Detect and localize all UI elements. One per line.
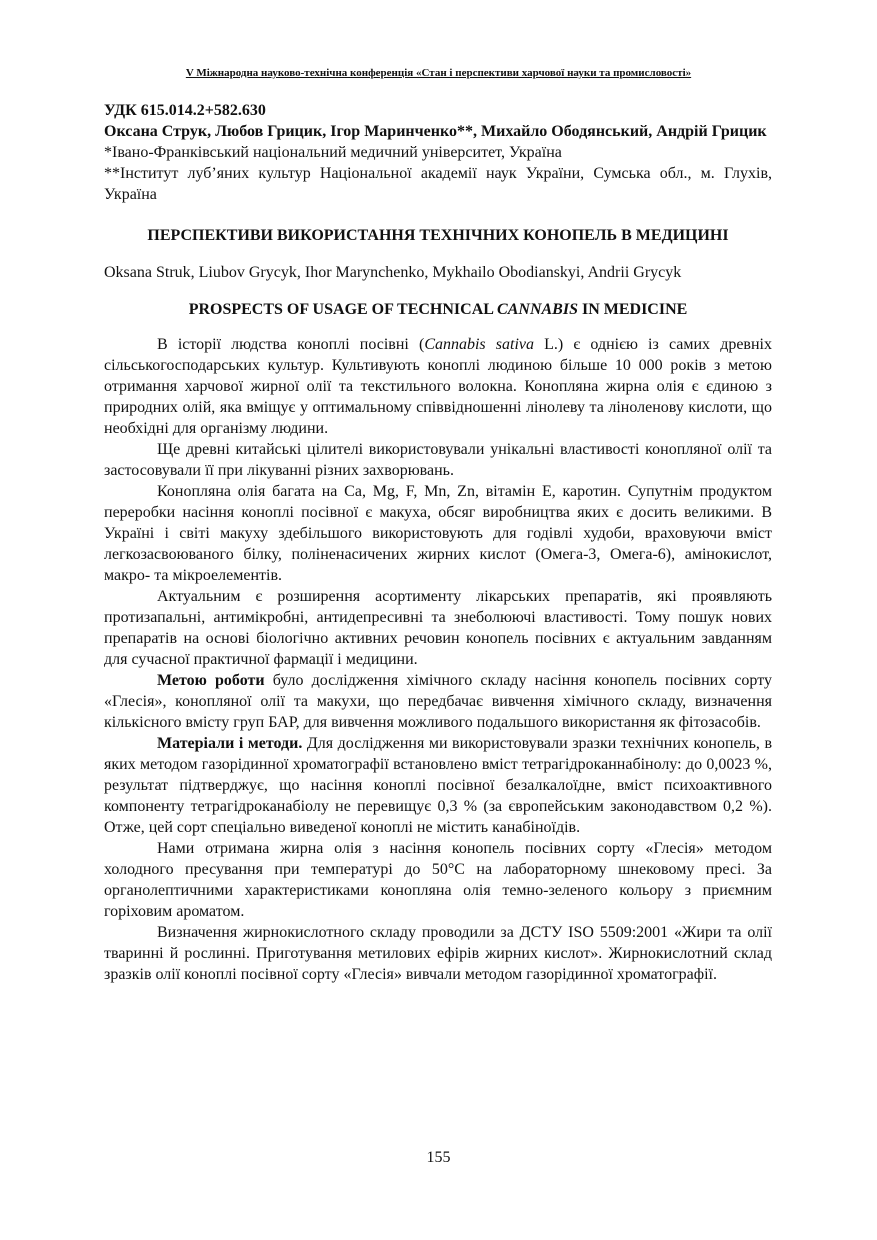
article-body [104, 100, 772, 985]
paragraph-2: Ще древні китайські цілителі використовували унікальні властивості конопляної олії та застосовували її при лікуванні різних захворювань. [104, 441, 772, 479]
udk-code: УДК 615.014.2+582.630 [104, 102, 266, 119]
p6-heading: Матеріали і методи. [157, 735, 303, 752]
paragraph-8: Визначення жирнокислотного складу проводили за ДСТУ ISO 5509:2001 «Жири та олії тваринні й рослинні. Приготування метилових ефірів жирних кислот». Жирнокислотний склад зразків олії коноплі посівної сорту «Глесія» вивчали методом газорідинної хроматографії. [104, 924, 772, 983]
paragraph-3: Конопляна олія багата на Ca, Mg, F, Mn, Zn, вітамін Е, каротин. Супутнім продуктом переробки насіння коноплі посівної є макуха, обсяг виробництва яких є досить великими. В Україні і світі макуху здебільшого використовують для годівлі худоби, враховуючи вміст легкозасвоюваного білку, поліненасичених жирних кислот (Омега-3, Омега-6), амінокислот, макро- та мікроелементів. [104, 483, 772, 584]
title-ua: ПЕРСПЕКТИВИ ВИКОРИСТАННЯ ТЕХНІЧНИХ КОНОПЕЛЬ В МЕДИЦИНІ [147, 227, 729, 244]
page-number: 155 [426, 1149, 451, 1166]
conference-header: V Міжнародна науково-технічна конференція «Стан і перспективи харчової науки та промисловості» [185, 67, 692, 79]
paragraph-5 [104, 670, 772, 733]
paragraph-7: Нами отримана жирна олія з насіння конопель посівних сорту «Глесія» методом холодного пресування при температурі до 50°С на лабораторному шнековому пресі. За органолептичними характеристиками конопляна олія темно-зеленого кольору з приємним горіховим ароматом. [104, 840, 772, 920]
authors-en: Oksana Struk, Liubov Grycyk, Ihor Marynchenko, Mykhailo Obodianskyi, Andrii Grycyk [104, 264, 682, 281]
p1-species: Cannabis sativa [424, 336, 535, 353]
title-en-part-2: IN MEDICINE [577, 301, 688, 318]
title-en-part-1: PROSPECTS OF USAGE OF TECHNICAL [188, 301, 498, 318]
p5-text: було дослідження хімічного складу насіння конопель посівних сорту «Глесія», конопляної олії та макухи, що передбачає вивчення хімічного складу, визначення кількісного вмісту груп БАР, для вивчення можливого подальшого використання як фітозасобів. [104, 672, 772, 731]
affiliation-1: *Івано-Франківський національний медичний університет, Україна [104, 144, 562, 161]
p1-after: L.) є однією із самих древніх сільськогосподарських культур. Культивують коноплі людиною більше 10 000 років з метою отримання харчової жирної олії та текстильного волокна. Конопляна жирна олія є єдиною з природних олій, яка вміщує у оптимальному співвідношенні лінолеву та ліноленову кислоти, що необхідні для організму людини. [104, 336, 772, 437]
affiliation-2: **Інститут луб’яних культур Національної академії наук України, Сумська обл., м. Глухів, Україна [104, 165, 772, 203]
paragraph-6 [104, 733, 772, 838]
title-en-italic: CANNABIS [497, 301, 578, 318]
title-en [104, 299, 772, 320]
paragraph-4: Актуальним є розширення асортименту лікарських препаратів, які проявляють протизапальні, антимікробні, антидепресивні та знеболюючі властивості. Тому пошук нових препаратів на основі біологічно активних речовин конопель посівних є актуальним завданням для сучасної практичної фармації і медицини. [104, 588, 772, 668]
body-text [104, 334, 772, 985]
p6-text: Для дослідження ми використовували зразки технічних конопель, в яких методом газорідинної хроматографії встановлено вміст тетрагідроканнабінолу: до 0,0023 %, результат підтверджує, що насіння коноплі посівної безалкалоїдне, вміст психоактивного компоненту тетрагідроканабіолу не перевищує 0,3 % (за європейським законодавством 0,2 %). Отже, цей сорт спеціально виведеної коноплі не містить канабіноїдів. [104, 735, 772, 836]
authors-ua: Оксана Струк, Любов Грицик, Ігор Маринченко**, Михайло Ободянський, Андрій Грицик [104, 123, 767, 140]
p5-heading: Метою роботи [157, 672, 265, 689]
p1-before: В історії людства коноплі посівні ( [157, 336, 425, 353]
paragraph-1 [104, 334, 772, 439]
